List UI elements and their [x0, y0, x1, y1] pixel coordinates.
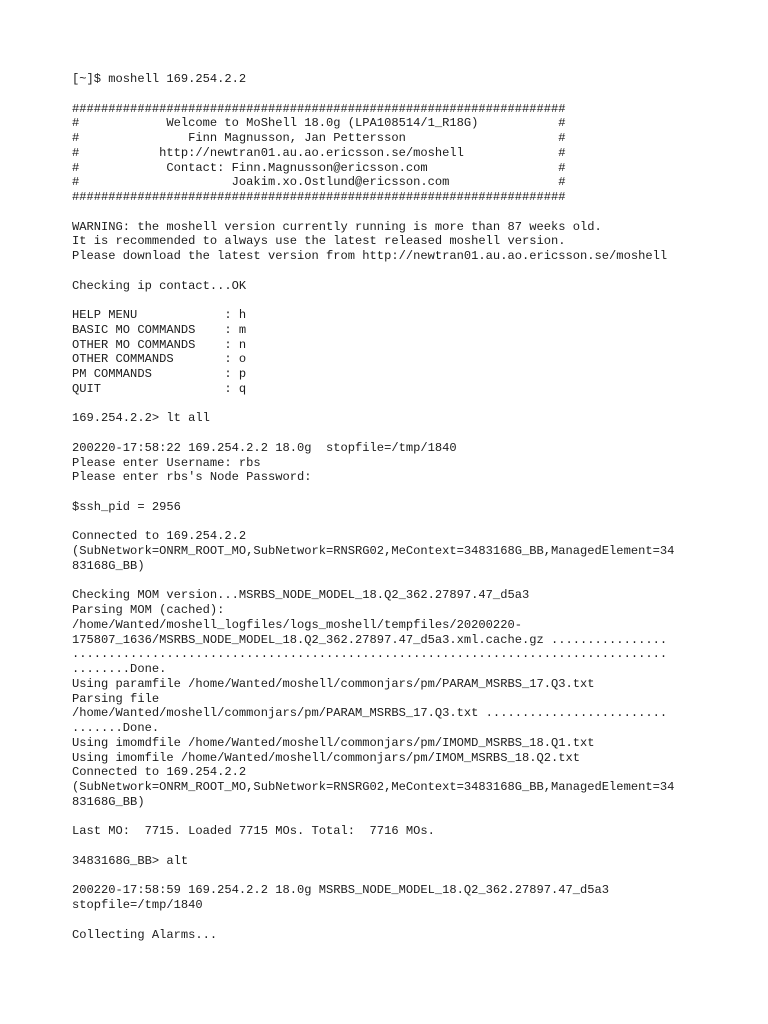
terminal-line: HELP MENU : h	[72, 308, 247, 322]
terminal-line: Parsing MOM (cached):	[72, 603, 225, 617]
terminal-line: ####################################################################	[72, 190, 566, 204]
terminal-line: Using imomdfile /home/Wanted/moshell/commonjars/pm/IMOMD_MSRBS_18.Q1.txt	[72, 735, 595, 750]
terminal-line: [~]$ moshell 169.254.2.2	[72, 72, 247, 86]
terminal-blank-line	[72, 397, 712, 412]
terminal-line: Please enter rbs's Node Password:	[72, 470, 312, 485]
terminal-line: (SubNetwork=ONRM_ROOT_MO,SubNetwork=RNSRG02,MeContext=3483168G_BB,ManagedElement=34	[72, 544, 675, 558]
terminal-line: # Welcome to MoShell 18.0g (LPA108514/1_R18G) #	[72, 116, 566, 131]
terminal-blank-line	[72, 264, 712, 279]
terminal-line: Checking MOM version...MSRBS_NODE_MODEL_18.Q2_362.27897.47_d5a3	[72, 588, 530, 603]
terminal-line: 83168G_BB)	[72, 558, 145, 573]
terminal-blank-line	[72, 839, 712, 854]
terminal-line: # Joakim.xo.Ostlund@ericsson.com #	[72, 175, 566, 190]
terminal-blank-line	[72, 810, 712, 825]
terminal-line: 3483168G_BB> alt	[72, 853, 189, 868]
terminal-line: BASIC MO COMMANDS : m	[72, 322, 247, 337]
terminal-line: # Finn Magnusson, Jan Pettersson #	[72, 131, 566, 145]
terminal-line: 83168G_BB)	[72, 794, 145, 809]
terminal-line: QUIT : q	[72, 381, 247, 396]
terminal-line: OTHER MO COMMANDS : n	[72, 337, 247, 352]
terminal-blank-line	[72, 205, 712, 220]
terminal-line: Collecting Alarms...	[72, 927, 218, 942]
terminal-line: 200220-17:58:22 169.254.2.2 18.0g stopfile=/tmp/1840	[72, 440, 457, 455]
terminal-line: Checking ip contact...OK	[72, 278, 247, 293]
terminal-line: # Contact: Finn.Magnusson@ericsson.com #	[72, 160, 566, 175]
terminal-line: 175807_1636/MSRBS_NODE_MODEL_18.Q2_362.27897.47_d5a3.xml.cache.gz ................	[72, 632, 668, 647]
terminal-line: /home/Wanted/moshell_logfiles/logs_moshell/tempfiles/20200220-	[72, 617, 522, 632]
terminal-blank-line	[72, 869, 712, 884]
terminal-line: It is recommended to always use the latest released moshell version.	[72, 234, 566, 249]
terminal-line: 200220-17:58:59 169.254.2.2 18.0g MSRBS_NODE_MODEL_18.Q2_362.27897.47_d5a3	[72, 883, 610, 898]
terminal-blank-line	[72, 515, 712, 530]
terminal-line: Please enter Username: rbs	[72, 455, 261, 470]
terminal-line: Please download the latest version from http://newtran01.au.ao.ericsson.se/moshell	[72, 249, 668, 263]
terminal-line: Connected to 169.254.2.2	[72, 529, 247, 544]
terminal-line: Using paramfile /home/Wanted/moshell/commonjars/pm/PARAM_MSRBS_17.Q3.txt	[72, 676, 595, 691]
terminal-blank-line	[72, 913, 712, 928]
terminal-line: /home/Wanted/moshell/commonjars/pm/PARAM_MSRBS_17.Q3.txt .........................	[72, 706, 668, 721]
terminal-line: Last MO: 7715. Loaded 7715 MOs. Total: 7716 MOs.	[72, 824, 435, 839]
terminal-line: ..................................................................................	[72, 647, 668, 662]
terminal-line: Connected to 169.254.2.2	[72, 765, 247, 780]
terminal-blank-line	[72, 485, 712, 500]
terminal-output[interactable]	[72, 72, 712, 942]
terminal-blank-line	[72, 87, 712, 102]
terminal-line: OTHER COMMANDS : o	[72, 352, 247, 367]
terminal-line: WARNING: the moshell version currently running is more than 87 weeks old.	[72, 219, 602, 234]
terminal-line: (SubNetwork=ONRM_ROOT_MO,SubNetwork=RNSRG02,MeContext=3483168G_BB,ManagedElement=34	[72, 780, 675, 794]
terminal-blank-line	[72, 426, 712, 441]
terminal-line: stopfile=/tmp/1840	[72, 898, 203, 912]
terminal-line: Using imomfile /home/Wanted/moshell/commonjars/pm/IMOM_MSRBS_18.Q2.txt	[72, 750, 581, 765]
terminal-line: # http://newtran01.au.ao.ericsson.se/moshell #	[72, 145, 566, 160]
terminal-line: Parsing file	[72, 691, 160, 706]
terminal-line: ####################################################################	[72, 101, 566, 116]
terminal-line: .......Done.	[72, 721, 160, 735]
terminal-line: 169.254.2.2> lt all	[72, 411, 210, 426]
terminal-blank-line	[72, 293, 712, 308]
terminal-line: PM COMMANDS : p	[72, 367, 247, 381]
terminal-line: ........Done.	[72, 662, 167, 676]
terminal-blank-line	[72, 574, 712, 589]
terminal-line: $ssh_pid = 2956	[72, 499, 181, 514]
